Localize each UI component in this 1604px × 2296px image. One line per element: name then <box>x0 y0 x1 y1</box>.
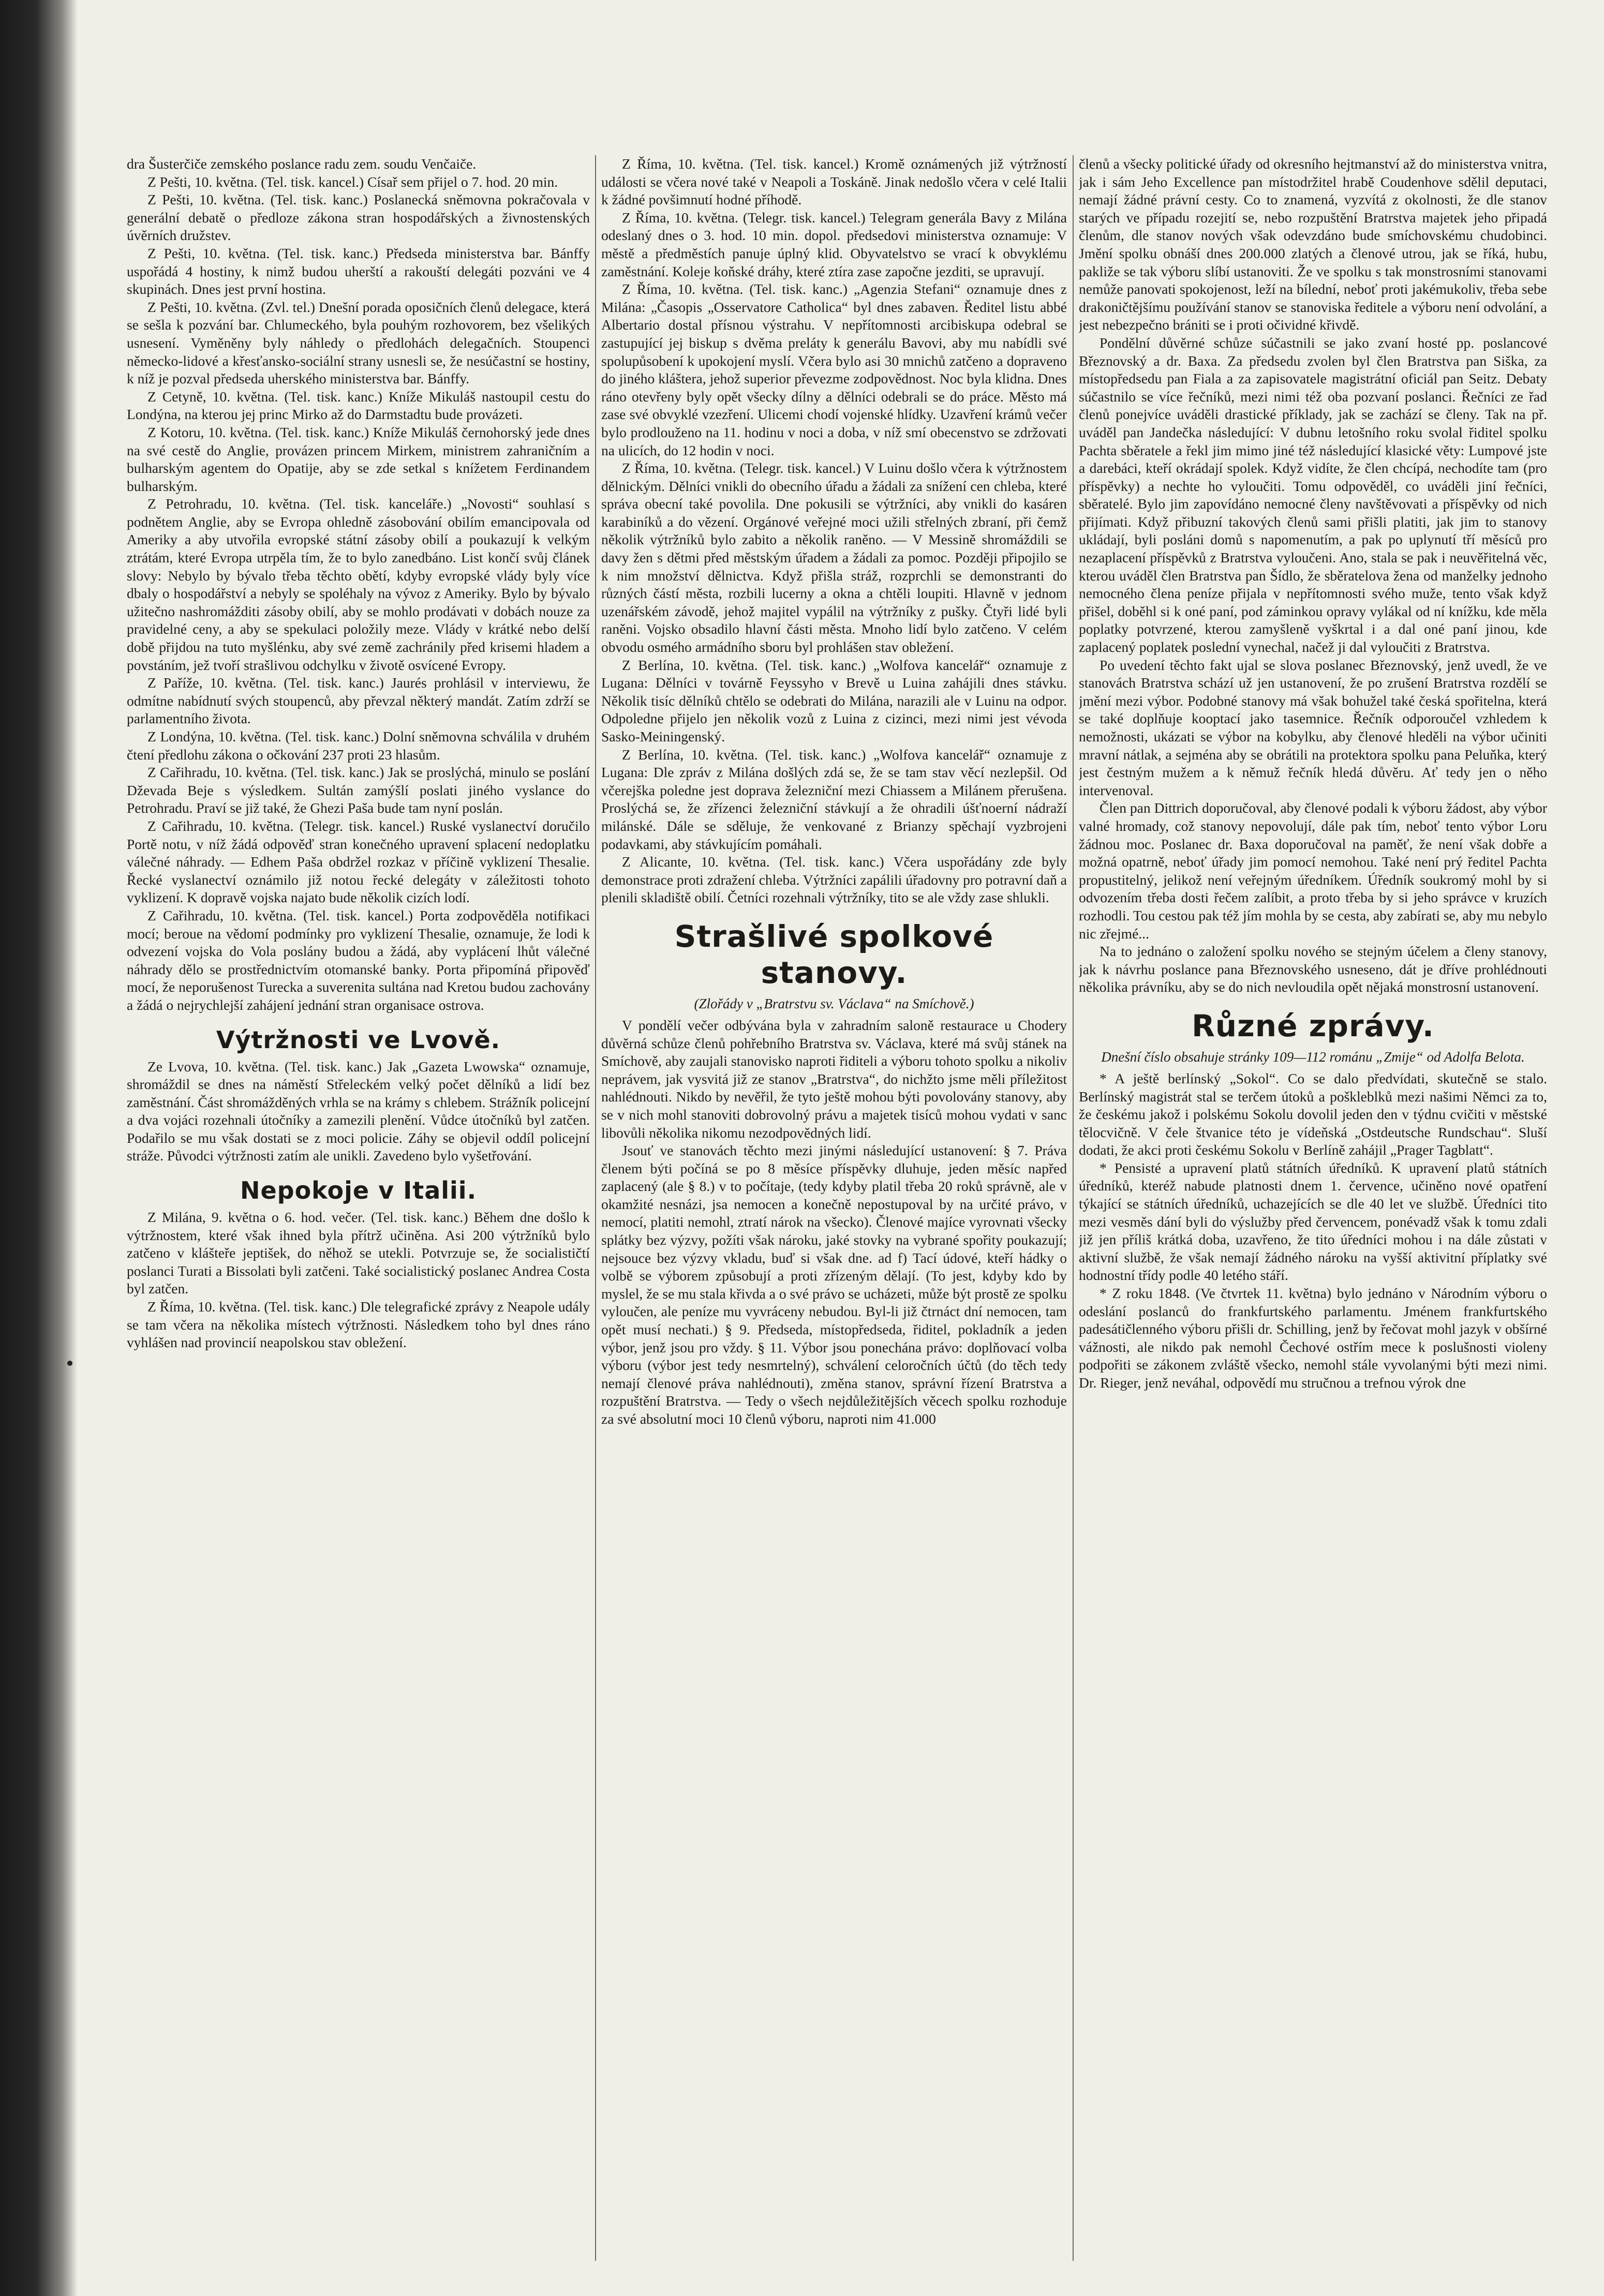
news-item: Z Říma, 10. května. (Tel. tisk. kanc.) Dle telegrafické zprávy z Neapole udály se tam včera na několika místech výtržnosti. Následkem toho byl dnes ráno vyhlášen nad provincií neapolskou stav obležení. <box>127 1299 590 1351</box>
article-paragraph: Na to jednáno o založení spolku nového se stejným účelem a členy stanovy, jak k návrhu poslance pana Březnovského usneseno, dát je dříve prohlédnouti několika právníku, aby se do nich nevloudila opět nějaká monstrosní ustanovení. <box>1079 943 1547 995</box>
news-item: Z Cetyně, 10. května. (Tel. tisk. kanc.) Kníže Mikuláš nastoupil cestu do Londýna, na kterou jej princ Mirko až do Darmstadtu bude provázeti. <box>127 388 590 423</box>
news-item: Z Pešti, 10. května. (Tel. tisk. kancel.) Císař sem přijel o 7. hod. 20 min. <box>147 173 558 190</box>
news-item: Z Říma, 10. května. (Tel. tisk. kanc.) „Agenzia Stefani“ oznamuje dnes z Milána: „Časopis „Osservatore Catholica“ byl dnes zabaven. Ředitel listu abbé Albertario dostal přísnou výstrahu. V nepřítomnosti arcibiskupa odebral se zastupující jej biskup s dvěma preláty k generálu Bavovi, aby mu nabídli své spolupůsobení k upokojení myslí. Včera bylo asi 30 mnichů zatčeno a dopraveno do jiného kláštera, jehož superior převezme zodpovědnost. Noc byla klidna. Dnes ráno otevřeny byly opět všecky dílny a dělníci odebrali se do práce. Město má zase své obvyklé vzezření. Ulicemi chodí vojenské hlídky. Uzavření krámů večer bylo prodlouženo na 11. hodinu v noci a doba, v níž smí obecenstvo se zdržovati na ulicích, do 12 hodin v noci. <box>601 281 1067 458</box>
news-item: Z Říma, 10. května. (Telegr. tisk. kancel.) Telegram generála Bavy z Milána odeslaný dnes o 3. hod. 10 min. dopol. předsedovi ministerstva oznamuje: V městě a předměstích panuje úplný klid. Obyvatelstvo se vrací k obvyklému zaměstnání. Koleje koňské dráhy, které ztíra zase započne jezditi, se upravují. <box>601 209 1067 279</box>
news-item: Ze Lvova, 10. května. (Tel. tisk. kanc.) Jak „Gazeta Lwowska“ oznamuje, shromáždil se dnes na náměstí Střeleckém velký počet dělníků a lidí bez zaměstnání. Část shromážděných vrhla se na krámy s chlebem. Strážník policejní a dva vojáci rozehnali útočníky a zamezili plenění. Vůdce útočníků byl zatčen. Podařilo se mu však dostati se z moci policie. Záhy se objevil oddíl policejní stráže. Původci výtržnosti zatím ale unikli. Zavedeno bylo vyšetřování. <box>127 1058 590 1164</box>
news-item: Z Milána, 9. května o 6. hod. večer. (Tel. tisk. kanc.) Během dne došlo k výtržnostem, které však ihned byla přítrž učiněna. Asi 200 výtržníků bylo zatčeno v klášteře jeptišek, do něhož se utekli. Potvrzuje se, že socialističtí poslanci Turati a Bissolati byli zatčeni. Také socialistický poslanec Andrea Costa byl zatčen. <box>127 1209 590 1297</box>
news-item: Z Cařihradu, 10. května. (Tel. tisk. kanc.) Jak se proslýchá, minulo se poslání Dževada Beje s výsledkem. Sultán zamýšlí poslati jiného vyslance do Petrohradu. Praví se již také, že Ghezi Paša bude tam nyní poslán. <box>127 764 590 816</box>
article-paragraph: Po uvedení těchto fakt ujal se slova poslanec Březnovský, jenž uvedl, že ve stanovách Bratrstva schází už jen ustanovení, že po zrušení Bratrstva rozdělí se jmění mezi výbor. Podobné stanovy má však bohužel také česká spořitelna, která se také doplňuje kooptací jako tasemnice. Řečník odporoučel vzhledem k nemožnosti, ukázati se výbor na kobylku, aby členové hleděli na výbor učiniti mravní nátlak, a sejména aby se obrátili na protektora spolku pana Peluňka, který jest čestným mužem a k němuž řečník hledá důvěru. Ať tedy jen o něho intervenoval. <box>1079 657 1547 798</box>
article-paragraph: V pondělí večer odbývána byla v zahradním saloně restaurace u Chodery důvěrná schůze členů pohřebního Bratrstva sv. Václava, které má svůj stánek na Smíchově, aby zaujali stanovisko naproti řiditeli a výboru tohoto spolku a nikoliv neprávem, jak vysvitá již ze stanov „Bratrstva“, do nichžto jsme měli příležitost nahlédnouti. Nikdo by nevěřil, že tyto ještě mohou býti povolovány stanovy, aby se v nich mohl stanoviti dobrovolný právu a majetek tisíců mohou vydati v sanc libovůli několika nikomu nezodpovědných lidí. <box>601 1017 1067 1141</box>
column-3 <box>1079 155 1547 2271</box>
section-subtitle: (Zlořády v „Bratrstvu sv. Václava“ na Smíchově.) <box>694 995 974 1011</box>
news-item: Z Pešti, 10. května. (Tel. tisk. kanc.) Předseda ministerstva bar. Bánffy uspořádá 4 hostiny, k nimž budou uherští a rakouští delegáti pozváni ve 4 skupinách. Dnes jest první hostina. <box>127 245 590 297</box>
news-item: Z Říma, 10. května. (Tel. tisk. kancel.) Kromě oznámených již výtržností události se včera nové také v Neapoli a Toskáně. Jinak nedošlo včera v celé Italii k žádné povšimnutí hodné příhodě. <box>601 156 1067 208</box>
news-item: Z Cařihradu, 10. května. (Telegr. tisk. kancel.) Ruské vyslanectví doručilo Portě notu, v níž žádá odpověď stran konečného upravení splacení nedoplatku válečné náhrady. — Edhem Paša obdržel rozkaz v příčině vyklizení Thesalie. Řecké vyslanectví oznámilo již notou řecké delegáty v záležitosti tohoto vyklizení. K dopravě vojska najato bude několik cizích lodí. <box>127 817 590 906</box>
article-paragraph: Pondělní důvěrné schůze súčastnili se jako zvaní hosté pp. poslancové Březnovský a dr. Baxa. Za předsedu zvolen byl člen Bratrstva pan Siška, za místopředsedu pan Fiala a za zapisovatele magistrátní oficiál pan Seitz. Debaty súčastnilo se více řečníků, mezi nimi též oba pozvaní poslanci. Řečníci ze řad členů ponejvíce uváděli drastické příklady, jak se zachází se členy. Tak na př. uváděl pan Jandečka následující: V dubnu letošního roku svolal řiditel spolku Pachta sběratele a řekl jim mimo jiné též následující klasické věty: Lumpové jste a darebáci, kteří okrádají spolek. Když vidíte, že člen chcípá, nechodíte tam (pro příspěvky) a nechte ho vyloučiti. Tomu odpověděl, co uváděli jiní řečníci, sběratelé. Bylo jim zapovídáno nemocné členy navštěvovati a příspěvky od nich přijímati. Když přibuzní takových členů sami přišli platiti, jak jim to stanovy ukládají, byli posláni domů s napomenutím, a pak po uplynutí tří měsíců pro nezaplacení příspěvků z Bratrstva vyloučeni. Ano, stala se pak i neuvěřitelná věc, kterou uváděl člen Bratrstva pan Šídlo, že sběratelova žena od manželky jednoho nemocného člena peníze přijala v nepřítomnosti svého muže, tento však když přišel, doběhl si k oné paní, pod záminkou opravy vylákal od ní knížku, kde měla poplatky potvrzené, kterou zamyšleně vyškrtal i a dal oné paní jinou, kde zaplacený poplatek poslední vynechal, načež ji dal vyloučiti z Bratrstva. <box>1079 334 1547 655</box>
section-heading-ruzne-zpravy: Různé zprávy. <box>1192 1008 1434 1043</box>
news-item: * Z roku 1848. (Ve čtvrtek 11. května) bylo jednáno v Národním výboru o odeslání poslanců do frankfurtského parlamentu. Jménem frankfurtského padesátičlenného výboru přišli dr. Schilling, jenž by řečovat mohl jazyk v obšírné vážnosti, ale nikdo pak nemohl Čechové ostřím mece k poslušnosti violeny podpořiti se zákonem zvláště všecko, nemohl stále vyvolanými býti mezi nimi. Dr. Rieger, jenž neváhal, odpovědí mu stručnou a trefnou výrok dne <box>1079 1285 1547 1391</box>
column-2 <box>601 155 1067 2271</box>
section-heading-italie: Nepokoje v Italii. <box>240 1176 477 1205</box>
news-item: * Pensisté a upravení platů státních úředníků. K upravení platů státních úředníků, kteréž nabude platnosti dnem 1. července, učiněno nové opatření týkající se státních úředníků, uchazejících se dle 40 let ve službě. Úředníci tito mezi vesměs dání byli do výslužby před červencem, ponévadž však k tomu zdali již jen příliš krátká doba, uzavřeno, že tito úředníci mohou i na dále zůstati v aktivní službě, že však nemají žádného nároku na vyšší aktivitní příplatky své hodnostní třídy podle 40 letého stáří. <box>1079 1159 1547 1284</box>
scan-margin-shadow <box>0 0 78 2296</box>
news-item: Z Petrohradu, 10. května. (Tel. tisk. kanceláře.) „Novosti“ souhlasí s podnětem Anglie, aby se Evropa ohledně zásobování obilím emancipovala od Ameriky a aby utvořila evropské státní zásoby obilí a poukazují k velkým ztrátám, které Evropa utrpěla tím, že to bylo zanedbáno. List končí svůj článek slovy: Nebylo by bývalo třeba těchto obětí, kdyby evropské vlády byly více dbaly o hospodářství a nebyly se spoléhaly na vývoz z Ameriky. Bylo by bývalo užitečno nashromážditi zásoby obilí, aby se mohlo prodávati v dobách nouze za pravidelné ceny, a aby se spekulaci položily meze. Vlády v krátké nebo delší době přijdou na tuto myšlénku, aby své země zachránily před krisemi hladem a povstáním, jež tvoří strašlivou odchylku v životě osvícené Evropy. <box>127 496 590 673</box>
scan-speck <box>67 1361 72 1366</box>
news-item: Z Berlína, 10. května. (Tel. tisk. kanc.) „Wolfova kancelář“ oznamuje z Lugana: Dle zpráv z Milána došlých zdá se, že se tam stav věcí nezlepšil. Od včerejška poledne jest doprava železniční mezi Chiassem a Milánem přerušena. Proslýchá se, že zřízenci železniční stávkují a že ohradili úšťnoerní nádraží milánské. Dále se sděluje, že venkované z Brianzy spěchají vyzbrojeni podavkami, aby stávkujícím pomáhali. <box>601 746 1067 852</box>
section-heading-stanovy: Strašlivé spolkové stanovy. <box>674 918 994 990</box>
article-paragraph: členů a všecky politické úřady od okresního hejtmanství až do ministerstva vnitra, jak i sám Jeho Excellence pan místodržitel hrabě Coudenhove sdělil deputaci, nemají žádné právní cesty. Co to znamená, vyzvítá z okolnosti, že dle stanov starých ve případu rozejití se, nebo rozpuštění Bratrstva majetek jeho připadá členům, dle stanov nových však odevzdáno bude smíchovskému chudobinci. Jmění spolku obnáší dnes 200.000 zlatých a členové utrou, jak se říká, hubu, pakliže se tak výboru slíbí ustanoviti. Že ve spolku s tak monstrosními stanovami nemůže panovati spokojenost, leží na bílední, neboť proti jakémukoliv, třeba sebe drakoničtějšímu používání stanov se stanoviska ředitele a výboru není odvolání, a jest nebezpečno brániti se i proti očividné křivdě. <box>1079 156 1547 333</box>
article-paragraph: Jsouť ve stanovách těchto mezi jinými následující ustanovení: § 7. Práva členem býti počíná se po 8 měsíce příspěvky dluhuje, jeden měsíc napřed zaplacený (ale § 8.) v to počítaje, (tedy kdyby platil třeba 20 roků správně, ale v okamžité nesnázi, jsa nemocen a konečně nepostupoval by na určité právo, v nemocí, platiti nemohl, ztratí nárok na všecko). Členové majíce vyrovnati všecky splátky bez výzvy, požíti však nároku, jaké stovky na vybrané spořity poukazují; nejsouce bez výzvy vkladu, buď si však dne. ad f) Tací údové, kteří hádky o volbě se výborem způsobují a proti zřízeným dělají. (To jest, kdyby kdo by myslel, že se mu stala křivda a o své právo se ucházeti, může být prostě ze spolku vyloučen, ale peníze mu vyvráceny nebudou. Byl-li již čtrnáct dní nemocen, tam opět musí nechati.) § 9. Předseda, místopředseda, řiditel, pokladník a jeden výbor, jenž jsou pro vždy. § 11. Výbor jsou ponechána právo: doplňovací volba výboru (výbor jest tedy nesmrtelný), schválení celoročních účtů (do těch tedy nemají členové práva nahlédnouti), změna stanov, správní řízení Bratrstva a rozpuštění Bratrstva. — Tedy o všech nejdůležitějších věcech spolku rozhoduje za své absolutní moci 10 členů výboru, naproti nim 41.000 <box>601 1142 1067 1427</box>
news-item: dra Šusterčiče zemského poslance radu zem. soudu Venčaiče. <box>127 156 477 172</box>
news-item: Z Pešti, 10. května. (Tel. tisk. kanc.) Poslanecká sněmovna pokračovala v generální debatě o předloze zákona stran hospodářských a živnostenských úvěrních družstev. <box>127 191 590 244</box>
news-item: Z Kotoru, 10. května. (Tel. tisk. kanc.) Kníže Mikuláš černohorský jede dnes na své cestě do Anglie, provázen princem Mirkem, ministrem zahraničním a bulharským agentem do Opatije, aby se zde setkal s knížetem Ferdinandem bulharským. <box>127 424 590 494</box>
section-heading-lvov: Výtržnosti ve Lvově. <box>216 1025 501 1054</box>
news-item: Z Berlína, 10. května. (Tel. tisk. kanc.) „Wolfova kancelář“ oznamuje z Lugana: Dělníci v továrně Feyssyho v Brevě u Luina zahájili dnes stávku. Několik tisíc dělníků chtělo se odebrati do Milána, narazili ale v Luinu na odpor. Odpoledne přijelo jen několik vozů z Luina z cizinci, mezi nimi jest vévoda Sasko-Meiningenský. <box>601 657 1067 744</box>
column-rule-2 <box>1073 155 1074 2261</box>
column-rule-1 <box>595 155 596 2261</box>
news-item: Z Alicante, 10. května. (Tel. tisk. kanc.) Včera uspořádány zde byly demonstrace proti zdražení chleba. Výtržníci zapálili úřadovny pro potravní daň a plenili skladiště obilí. Četníci rozehnali výtržníky, tito se ale vždy zase shlukli. <box>601 854 1067 906</box>
news-item: Z Paříže, 10. května. (Tel. tisk. kanc.) Jaurés prohlásil v interviewu, že odmítne nabídnutí svých stoupenců, aby převzal některý mandát. Zatím zdrží se parlamentního života. <box>127 675 590 727</box>
news-item: Z Londýna, 10. května. (Tel. tisk. kanc.) Dolní sněmovna schválila v druhém čtení předlohu zákona o očkování 237 proti 23 hlasům. <box>127 728 590 763</box>
section-intro: Dnešní číslo obsahuje stránky 109—112 románu „Zmije“ od Adolfa Belota. <box>1101 1049 1525 1065</box>
news-item: Z Cařihradu, 10. května. (Tel. tisk. kancel.) Porta zodpověděla notifikaci mocí; beroue na vědomí podmínky pro vyklizení Thesalie, oznamuje, že lodi k odvezení vojska do Vola poslány budou a žádá, aby vyplácení lhůt válečné náhrady dělo se prostřednictvím otomanské banky. Porta připomíná připověď mocí, že neporušenost Turecka a suverenita sultána nad Kretou budou zachovány a žádá o nejrychlejší zahájení jednání stran organisace ostrova. <box>127 907 590 1013</box>
column-1 <box>127 155 590 2271</box>
news-item: Z Říma, 10. května. (Telegr. tisk. kancel.) V Luinu došlo včera k výtržnostem dělnickým. Dělníci vnikli do obecního úřadu a žádali za snížení cen chleba, které správa obecní také povolila. Dne pokusili se výtržníci, aby vnikli do kasáren karabiníků a do vězení. Orgánové veřejné moci užili střelných zbraní, při čemž několik výtržníků bylo zabito a několik raněno. — V Messině shromáždili se davy žen s dětmi před městským úřadem a žádali za pomoc. Později připojilo se k nim množství dělnictva. Když přišla stráž, rozprchli se demonstranti do různých částí města, rozbili lucerny a okna a chtěli loupiti. Hlavně v jednom uzenářském závodě, jehož majitel vypálil na výtržníky z pušky. Čtyři lidé byli raněni. Vojsko obsadilo hlavní části města. Mnoho lidí bylo zatčeno. V celém obvodu osmého armádního sboru byl prohlášen stav obležení. <box>601 460 1067 655</box>
article-paragraph: Člen pan Dittrich doporučoval, aby členové podali k výboru žádost, aby výbor valné hromady, což stanovy nepovolují, dále pak tím, neboť tento výbor Loru žádnou moc. Poslanec dr. Baxa doporučoval na paměť, že není však dobře a možná opatrně, neboť úřady jim pomocí nemohou. Také není prý ředitel Pachta propustitelný, jelikož není veřejným úředníkem. Úředník soukromý mohl by si odvozením třeba dosti řečem zalíbit, a proto třeba by si jeho správce v kruzích rozhodli. Tou cestou pak též jím mohla by se cesta, aby zabírati se, aby mu nebylo nic zřejmé... <box>1079 800 1547 942</box>
news-item: * A ještě berlínský „Sokol“. Co se dalo předvídati, skutečně se stalo. Berlínský magistrát stal se terčem útoků a poškleblků mezi našimi Němci za to, že českému jakož i polskému Sokolu dovolil jeden den v týdnu cvičiti v městské tělocvičně. V čele štvanice této je vídeňská „Ostdeutsche Rundschau“. Sluší dodati, že akci proti českému Sokolu v Berlíně zahájil „Prager Tagblatt“. <box>1079 1070 1547 1158</box>
news-item: Z Pešti, 10. května. (Zvl. tel.) Dnešní porada oposičních členů delegace, která se sešla k pozvání bar. Chlumeckého, byla pouhým rozhovorem, bez všelikých usnesení. Vyměněny byly náhledy o předlohách delegačních. Stoupenci německo-lidové a křesťansko-sociální strany usnesli se, že nesúčastní se hostiny, k níž je pozval předseda uherského ministerstva bar. Bánffy. <box>127 299 590 387</box>
